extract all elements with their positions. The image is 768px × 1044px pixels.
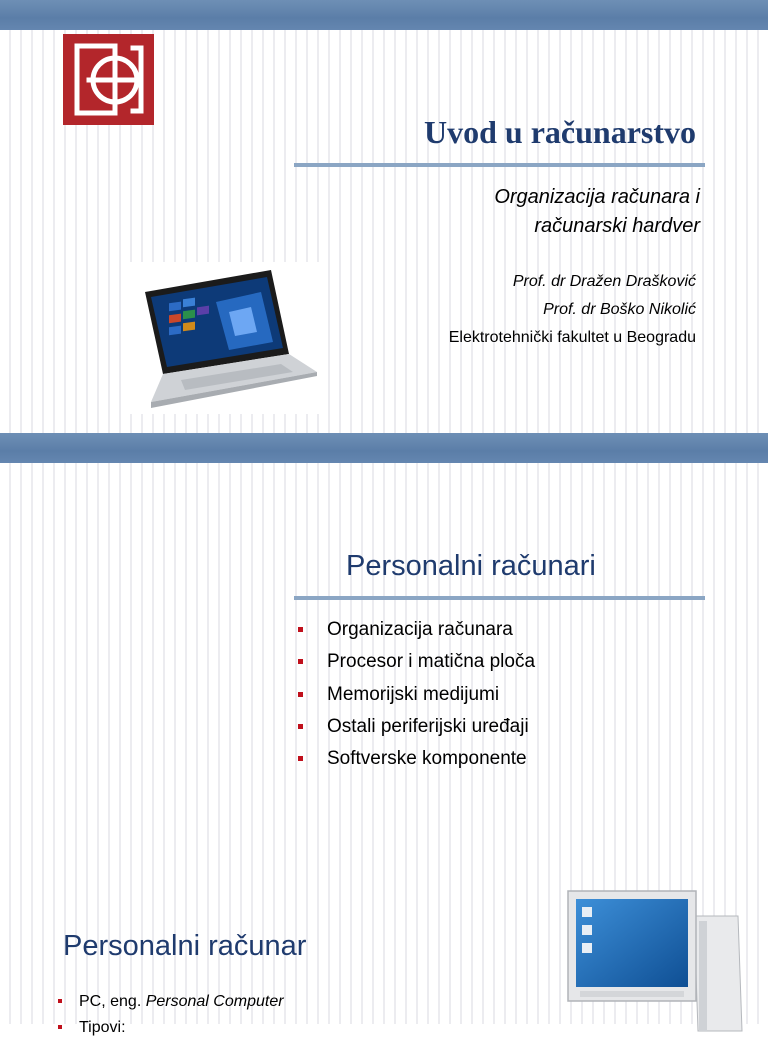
slide-header-bar	[0, 0, 768, 30]
list-item	[57, 1018, 284, 1044]
slide-3[interactable]	[0, 866, 768, 1036]
list-item-text: Tipovi:	[79, 1019, 126, 1036]
bullet-square-icon	[298, 692, 303, 697]
list-item-text: Procesor i matična ploča	[327, 651, 536, 673]
bullet-square-icon	[298, 659, 303, 664]
list-item-text: Memorijski medijumi	[327, 683, 500, 705]
slide-title: Uvod u računarstvo	[423, 114, 696, 150]
bullet-square-icon	[298, 627, 303, 632]
slide-header-bar	[0, 433, 768, 463]
list-item-text: Softverske komponente	[327, 748, 527, 770]
slide-title: Personalni računar	[63, 930, 307, 962]
title-rule	[294, 596, 705, 600]
bullet-list	[57, 992, 284, 1044]
bullet-square-icon	[298, 756, 303, 761]
list-item	[297, 683, 535, 715]
list-item-text: Ostali periferijski uređaji	[327, 715, 529, 737]
slide-2[interactable]	[0, 433, 768, 866]
list-item-text: PC, eng.	[79, 993, 146, 1010]
slide-title: Personalni računari	[346, 550, 596, 582]
list-item	[57, 992, 284, 1018]
list-item	[297, 747, 535, 779]
laptop-image	[121, 262, 327, 419]
list-item-text: Organizacija računara	[327, 619, 513, 640]
list-item-emphasis: Personal Computer	[145, 993, 284, 1010]
title-rule	[294, 163, 705, 167]
institution-name: Elektrotehnički fakultet u Beogradu	[448, 329, 696, 346]
author-name: Prof. dr Boško Nikolić	[543, 301, 696, 318]
bullet-square-icon	[58, 999, 62, 1003]
slide-1[interactable]	[0, 0, 768, 433]
desktop-pc-image	[568, 891, 748, 1036]
list-item	[297, 618, 535, 650]
subtitle-line: Organizacija računara i	[494, 186, 700, 208]
bullet-square-icon	[58, 1025, 62, 1029]
etf-logo	[63, 34, 154, 125]
author-name: Prof. dr Dražen Drašković	[512, 273, 696, 290]
bullet-list	[297, 618, 535, 779]
bullet-square-icon	[298, 724, 303, 729]
list-item	[297, 650, 535, 682]
subtitle-line: računarski hardver	[534, 215, 700, 237]
slide-subtitle	[300, 183, 700, 241]
list-item	[297, 715, 535, 747]
